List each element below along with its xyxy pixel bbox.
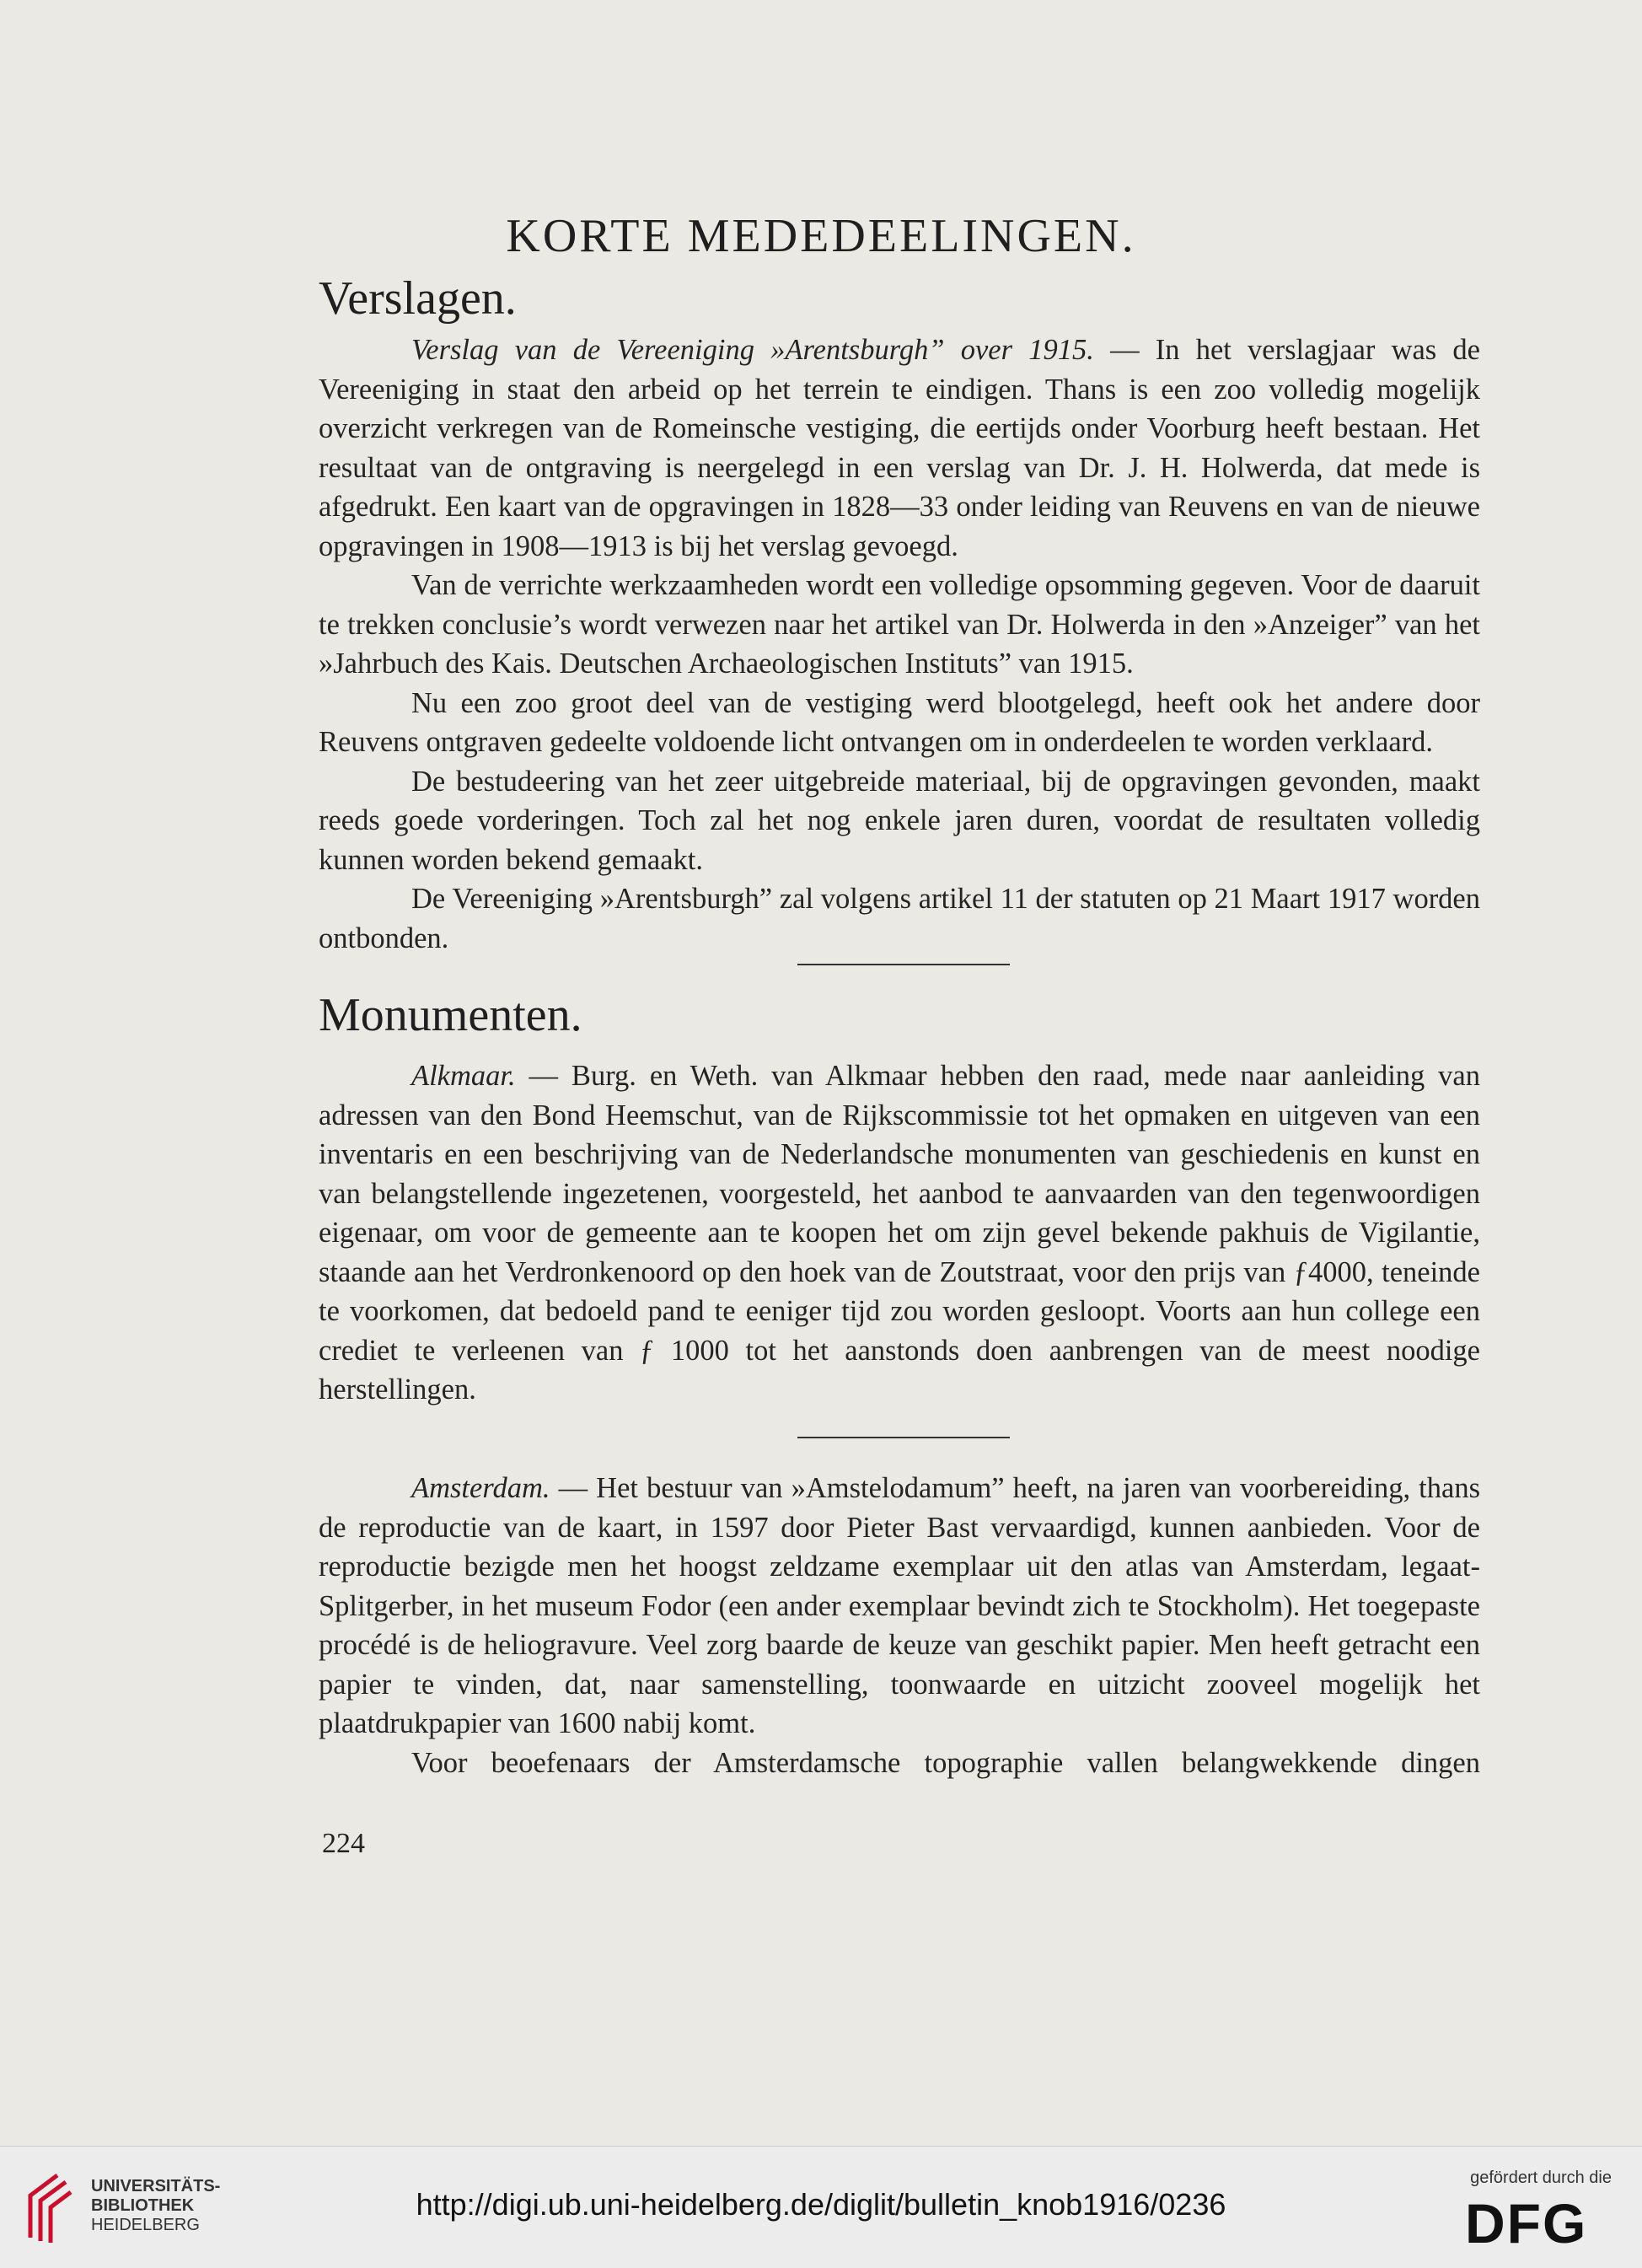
page-title: KORTE MEDEDEELINGEN.: [506, 210, 1136, 262]
paragraph-lead: Amsterdam.: [411, 1472, 550, 1504]
verslagen-body: [319, 331, 1480, 958]
paragraph-text: — Burg. en Weth. van Alkmaar hebben den raad, mede naar aanleiding van adressen van den Bond Heemschut, van de Rijkscommissie tot het opmaken en uitgeven van een inventaris en een beschrijving van de Nederlandsche monumenten van geschiedenis en kunst en van belangstellende ingezetenen, voorgesteld, het aanbod te aanvaarden van den tegenwoordigen eigenaar, om voor de gemeente aan te koopen het om zijn gevel bekende pakhuis de Vigilantie, staande aan het Verdronkenoord op den hoek van de Zoutstraat, voor den prijs van ƒ4000, teneinde te voorkomen, dat bedoeld pand te eeniger tijd zou worden gesloopt. Voorts aan hun college een crediet te verleenen van ƒ 1000 tot het aanstonds doen aanbrengen van de meest noodige herstellingen.: [319, 1060, 1480, 1405]
section-divider: [797, 1437, 1010, 1438]
library-name-line: HEIDELBERG: [91, 2216, 200, 2234]
paragraph: [319, 566, 1480, 684]
paragraph-text: — Het bestuur van »Amstelodamum” heeft, na jaren van voorbereiding, thans de reproductie van de kaart, in 1597 door Pieter Bast vervaardigd, kunnen aanbieden. Voor de reproductie bezigde men het hoogst zeldzame exemplaar uit den atlas van Amsterdam, legaat-Splitgerber, in het museum Fodor (een ander exemplaar bevindt zich te Stockholm). Het toegepaste procédé is de heliogravure. Veel zorg baarde de keuze van geschikt papier. Men heeft getracht een papier te vinden, dat, naar samenstelling, toonwaarde en uitzicht zooveel mogelijk het plaatdrukpapier van 1600 nabij komt.: [319, 1472, 1480, 1739]
paragraph: [319, 1469, 1480, 1744]
paragraph-text: De Vereeniging »Arentsburgh” zal volgens artikel 11 der statuten op 21 Maart 1917 worden ontbonden.: [319, 883, 1480, 954]
paragraph-text: Nu een zoo groot deel van de vestiging werd blootgelegd, heeft ook het andere door Reuvens ontgraven gedeelte voldoende licht ontvangen om in onderdeelen te worden verklaard.: [319, 686, 1480, 758]
permalink-url[interactable]: http://digi.ub.uni-heidelberg.de/diglit/bulletin_knob1916/0236: [416, 2187, 1226, 2222]
paragraph-text: Voor beoefenaars der Amsterdamsche topographie vallen belangwekkende dingen: [411, 1746, 1480, 1779]
funded-by-label: gefördert durch die: [1470, 2169, 1612, 2187]
paragraph-text: Van de verrichte werkzaamheden wordt een volledige opsomming gegeven. Voor de daaruit te trekken conclusie’s wordt verwezen naar het artikel van Dr. Holwerda in den »Anzeiger” van het »Jahrbuch des Kais. Deutschen Archaeologischen Instituts” van 1915.: [319, 569, 1480, 680]
paragraph: [319, 1056, 1480, 1410]
alkmaar-body: [319, 1056, 1480, 1410]
section-heading-monumenten: Monumenten.: [319, 989, 582, 1041]
paragraph-text: De bestudeering van het zeer uitgebreide materiaal, bij de opgravingen gevonden, maakt reeds goede vorderingen. Toch zal het nog enkele jaren duren, voordat de resultaten volledig kunnen worden bekend gemaakt.: [319, 765, 1480, 876]
section-heading-verslagen: Verslagen.: [319, 272, 517, 325]
paragraph: [319, 879, 1480, 958]
digitization-footer: [0, 2146, 1642, 2268]
paragraph: [319, 684, 1480, 762]
paragraph-lead: Alkmaar.: [411, 1060, 516, 1092]
section-divider: [797, 964, 1010, 965]
page-number: 224: [322, 1828, 365, 1859]
paragraph: [319, 1744, 1480, 1783]
library-name-line: UNIVERSITÄTS-: [91, 2177, 221, 2195]
amsterdam-body: [319, 1469, 1480, 1782]
paragraph-text: — In het verslagjaar was de Vereeniging in staat den arbeid op het terrein te eindigen. Thans is een zoo volledig mogelijk overzicht verkregen van de Romeinsche vestiging, die eertijds onder Voorburg heeft bestaan. Het resultaat van de ontgraving is neergelegd in een verslag van Dr. J. H. Holwerda, dat mede is afgedrukt. Een kaart van de opgravingen in 1828—33 onder leiding van Reuvens en van de nieuwe opgravingen in 1908—1913 is bij het verslag gevoegd.: [319, 334, 1480, 562]
paragraph: [319, 762, 1480, 880]
dfg-logo-text: DFG: [1465, 2195, 1588, 2248]
paragraph: [319, 331, 1480, 566]
dfg-logo-icon: [1465, 2195, 1613, 2248]
library-name-line: BIBLIOTHEK: [91, 2196, 195, 2215]
paragraph-lead: Verslag van de Vereeniging »Arentsburgh” over 1915.: [411, 334, 1094, 366]
